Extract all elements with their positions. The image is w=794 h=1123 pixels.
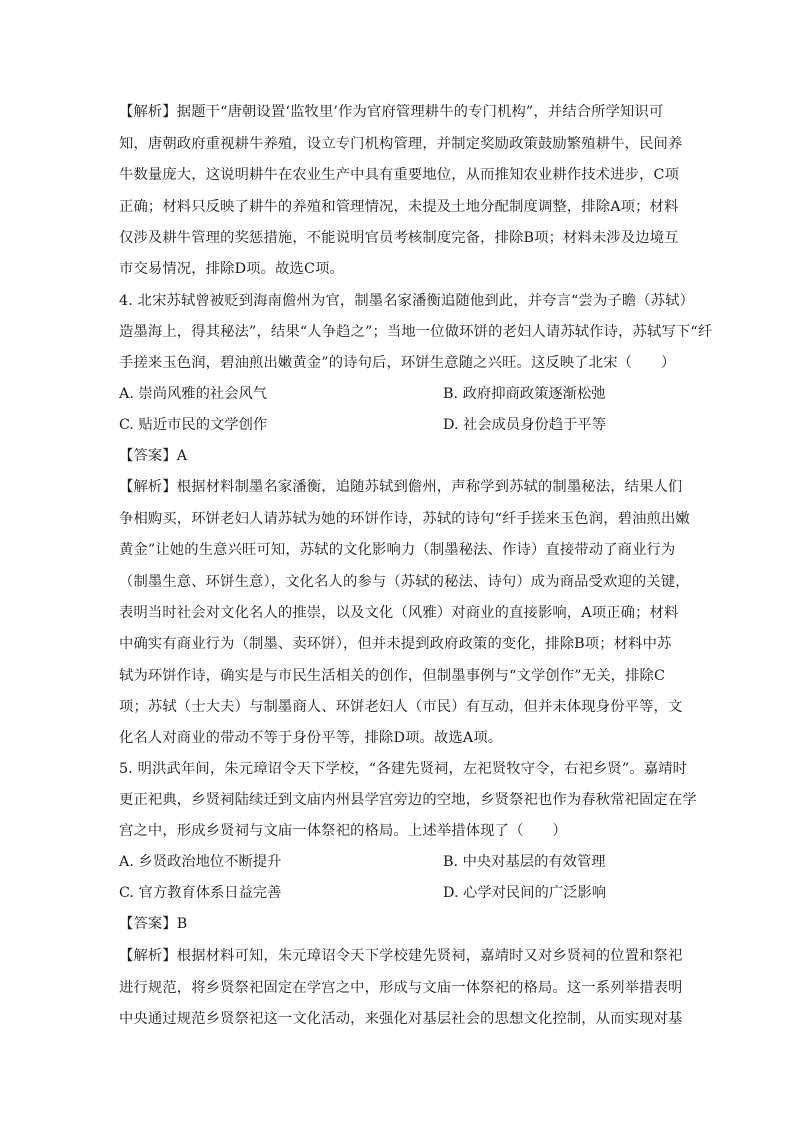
explanation-q3-line-2: 知，唐朝政府重视耕牛养殖，设立专门机构管理，并制定奖励政策鼓励繁殖耕牛，民间养 [119, 136, 683, 152]
question-4-line-1: 4. 北宋苏轼曾被贬到海南儋州为官，制墨名家潘衡追随他到此，并夸言“尝为子瞻（苏轼） [119, 293, 695, 309]
explanation-q5-line-3: 中央通过规范乡贤祭祀这一文化活动，来强化对基层社会的思想文化控制，从而实现对基 [119, 1011, 683, 1027]
document-page [119, 0, 713, 1123]
explanation-q4-line-1: 【解析】根据材料制墨名家潘衡，追随苏轼到儋州，声称学到苏轼的制墨秘法，结果人们 [119, 479, 683, 495]
question-5-answer: 【答案】B [119, 916, 188, 932]
explanation-q4-line-8: 项；苏轼（士大夫）与制墨商人、环饼老妇人（市民）有互动，但并未体现身份平等，文 [119, 699, 683, 715]
explanation-q4-line-5: 表明当时社会对文化名人的推崇，以及文化（风雅）对商业的直接影响，A项正确；材料 [119, 605, 679, 621]
explanation-q4-line-7: 轼为环饼作诗，确实是与市民生活相关的创作，但制墨事例与“文学创作”无关，排除C [119, 668, 666, 684]
question-5-option-a: A. 乡贤政治地位不断提升 [119, 854, 282, 870]
question-5-line-2: 更正祀典，乡贤祠陆续迁到文庙内州县学宫旁边的空地，乡贤祭祀也作为春秋常祀固定在学 [119, 792, 697, 808]
question-4-option-c: C. 贴近市民的文学创作 [119, 417, 268, 433]
question-4-option-d: D. 社会成员身份趋于平等 [443, 417, 607, 433]
question-5-line-3: 宫之中，形成乡贤祠与文庙一体祭祀的格局。上述举措体现了（ ） [119, 823, 567, 839]
explanation-q3-line-1: 【解析】据题干“唐朝设置‘监牧里’作为官府管理耕牛的专门机构”，并结合所学知识可 [119, 104, 664, 120]
explanation-q4-line-6: 中确实有商业行为（制墨、卖环饼），但并未提到政府政策的变化，排除B项；材料中苏 [119, 636, 672, 652]
question-5-option-b: B. 中央对基层的有效管理 [443, 854, 606, 870]
explanation-q5-line-1: 【解析】根据材料可知，朱元璋诏令天下学校建先贤祠，嘉靖时又对乡贤祠的位置和祭祀 [119, 948, 683, 964]
explanation-q4-line-3: 黄金”让她的生意兴旺可知，苏轼的文化影响力（制墨秘法、作诗）直接带动了商业行为 [119, 542, 676, 558]
explanation-q4-line-9: 化名人对商业的带动不等于身份平等，排除D项。故选A项。 [119, 730, 503, 746]
question-4-option-b: B. 政府抑商政策逐渐松弛 [443, 386, 606, 402]
question-4-line-3: 手搓来玉色润，碧油煎出嫩黄金”的诗句后，环饼生意随之兴旺。这反映了北宋（ ） [119, 355, 676, 371]
explanation-q4-line-4: （制墨生意、环饼生意），文化名人的参与（苏轼的秘法、诗句）成为商品受欢迎的关键， [119, 574, 690, 590]
question-4-line-2: 造墨海上，得其秘法”，结果“人争趋之”；当地一位做环饼的老妇人请苏轼作诗，苏轼写下“纤 [119, 324, 713, 340]
question-4-option-a: A. 崇尚风雅的社会风气 [119, 386, 268, 402]
explanation-q3-line-4: 正确；材料只反映了耕牛的养殖和管理情况，未提及土地分配制度调整，排除A项；材料 [119, 199, 679, 215]
explanation-q3-line-6: 市交易情况，排除D项。故选C项。 [119, 261, 344, 277]
explanation-q3-line-3: 牛数量庞大，这说明耕牛在农业生产中具有重要地位，从而推知农业耕作技术进步，C项 [119, 167, 680, 183]
explanation-q4-line-2: 争相购买，环饼老妇人请苏轼为她的环饼作诗，苏轼的诗句“纤手搓来玉色润，碧油煎出嫩 [119, 511, 690, 527]
question-5-option-d: D. 心学对民间的广泛影响 [443, 885, 607, 901]
question-5-line-1: 5. 明洪武年间，朱元璋诏令天下学校，“各建先贤祠，左祀贤牧守令，右祀乡贤”。嘉靖时 [119, 761, 688, 777]
question-5-option-c: C. 官方教育体系日益完善 [119, 885, 282, 901]
explanation-q3-line-5: 仅涉及耕牛管理的奖惩措施，不能说明官员考核制度完备，排除B项；材料未涉及边境互 [119, 230, 679, 246]
question-4-answer: 【答案】A [119, 448, 188, 464]
explanation-q5-line-2: 进行规范，将乡贤祭祀固定在学宫之中，形成与文庙一体祭祀的格局。这一系列举措表明 [119, 980, 683, 996]
